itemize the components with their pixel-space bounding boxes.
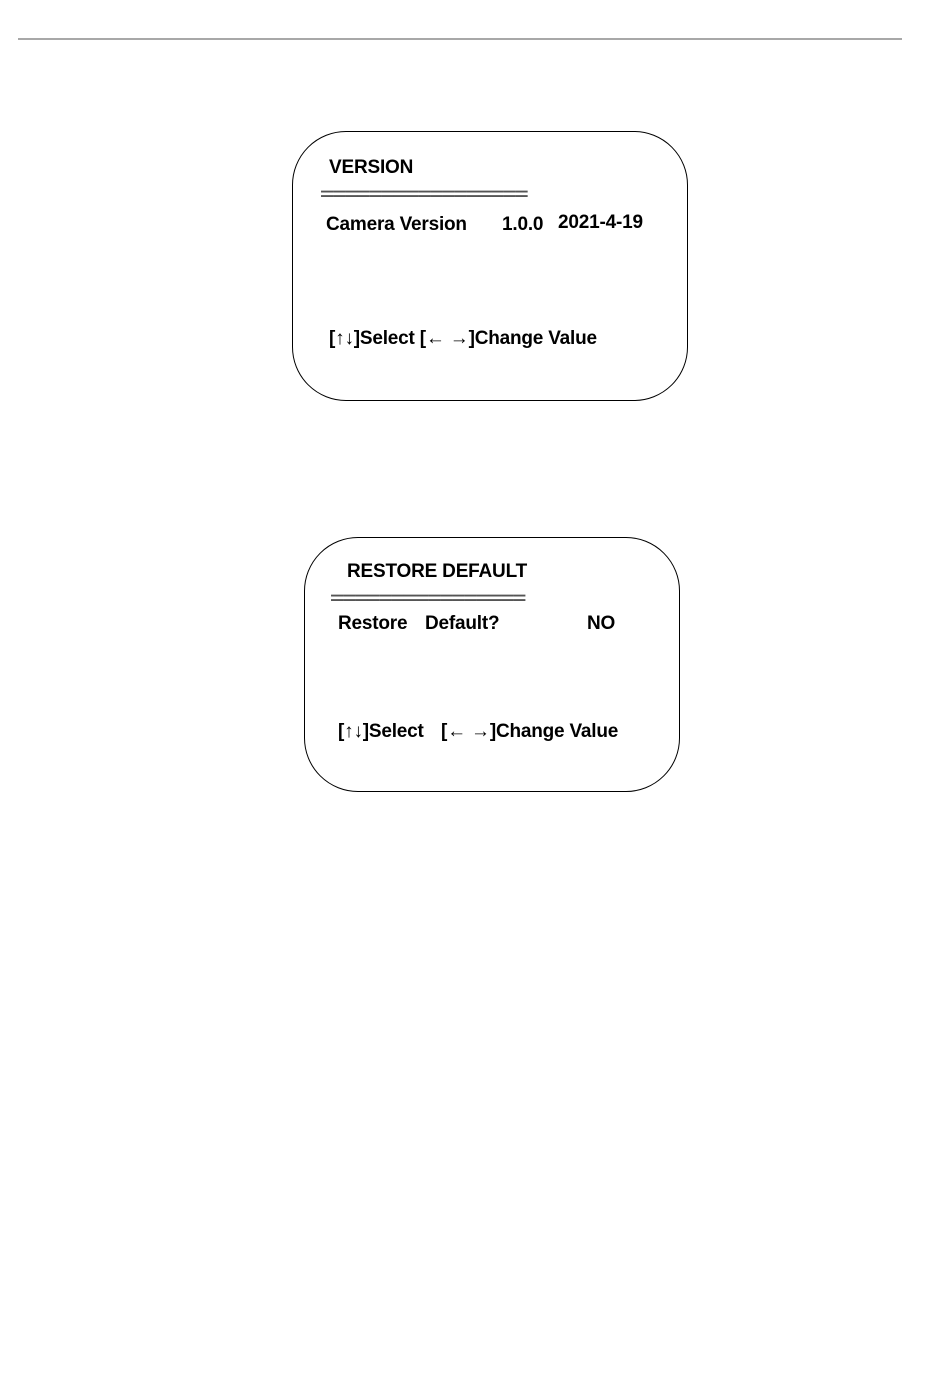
camera-version-date: 2021-4-19 bbox=[558, 212, 643, 233]
up-down-arrows-icon: ↑↓ bbox=[335, 328, 354, 349]
left-right-arrows-icon: ← → bbox=[447, 721, 490, 742]
version-menu-separator: ================= bbox=[320, 182, 527, 207]
default-question-label: Default? bbox=[425, 613, 500, 634]
restore-label: Restore bbox=[338, 613, 408, 634]
page-header-rule bbox=[18, 38, 902, 40]
restore-change-hint bbox=[441, 722, 618, 741]
bracket-open: [ bbox=[329, 328, 336, 349]
camera-version-label: Camera Version bbox=[326, 214, 467, 235]
select-hint-label: ]Select [ bbox=[353, 328, 426, 349]
camera-version-number: 1.0.0 bbox=[502, 214, 544, 235]
up-down-arrows-icon: ↑↓ bbox=[344, 721, 363, 742]
restore-menu-separator: ================ bbox=[330, 586, 525, 611]
change-value-hint-label: ]Change Value bbox=[468, 328, 597, 349]
restore-menu-title: RESTORE DEFAULT bbox=[347, 561, 527, 582]
left-right-arrows-icon: ← → bbox=[425, 328, 469, 349]
restore-select-hint bbox=[338, 722, 424, 741]
select-hint-label: ]Select bbox=[362, 721, 424, 742]
version-menu-hint bbox=[329, 329, 597, 348]
bracket-open: [ bbox=[441, 721, 448, 742]
bracket-open: [ bbox=[338, 721, 345, 742]
restore-default-value: NO bbox=[587, 613, 616, 634]
change-value-hint-label: ]Change Value bbox=[489, 721, 619, 742]
version-menu-title: VERSION bbox=[329, 157, 414, 178]
